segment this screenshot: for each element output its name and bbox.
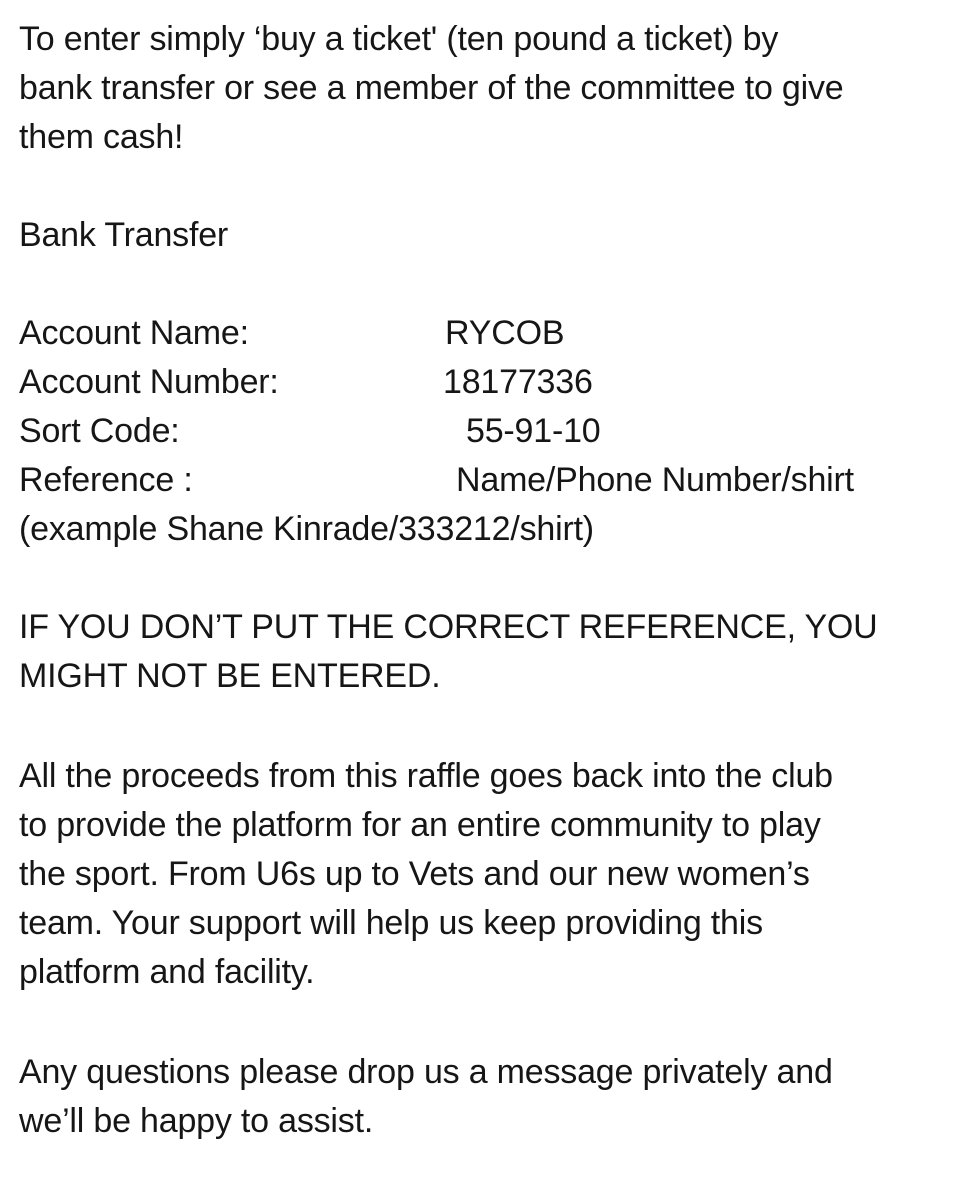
- warning-line-2: MIGHT NOT BE ENTERED.: [19, 657, 441, 695]
- account-name-label: Account Name:: [19, 314, 249, 352]
- reference-value: Name/Phone Number/shirt: [456, 461, 854, 499]
- account-name-value: RYCOB: [445, 314, 565, 352]
- proceeds-line-2: to provide the platform for an entire community to play: [19, 806, 821, 844]
- account-number-label: Account Number:: [19, 363, 279, 401]
- questions-line-2: we’ll be happy to assist.: [19, 1102, 374, 1140]
- bank-transfer-heading: Bank Transfer: [19, 216, 229, 254]
- proceeds-line-3: the sport. From U6s up to Vets and our new women’s: [19, 855, 810, 893]
- account-number-value: 18177336: [443, 363, 593, 401]
- intro-line-3: them cash!: [19, 118, 184, 156]
- warning-line-1: IF YOU DON’T PUT THE CORRECT REFERENCE, YOU: [19, 608, 878, 646]
- sort-code-value: 55-91-10: [466, 412, 601, 450]
- reference-label: Reference :: [19, 461, 193, 499]
- questions-line-1: Any questions please drop us a message privately and: [19, 1053, 833, 1091]
- proceeds-line-1: All the proceeds from this raffle goes back into the club: [19, 757, 833, 795]
- proceeds-line-4: team. Your support will help us keep providing this: [19, 904, 763, 942]
- proceeds-line-5: platform and facility.: [19, 953, 315, 991]
- intro-line-2: bank transfer or see a member of the committee to give: [19, 69, 844, 107]
- reference-example: (example Shane Kinrade/333212/shirt): [19, 510, 594, 548]
- sort-code-label: Sort Code:: [19, 412, 180, 450]
- intro-line-1: To enter simply ‘buy a ticket' (ten pound a ticket) by: [19, 20, 779, 58]
